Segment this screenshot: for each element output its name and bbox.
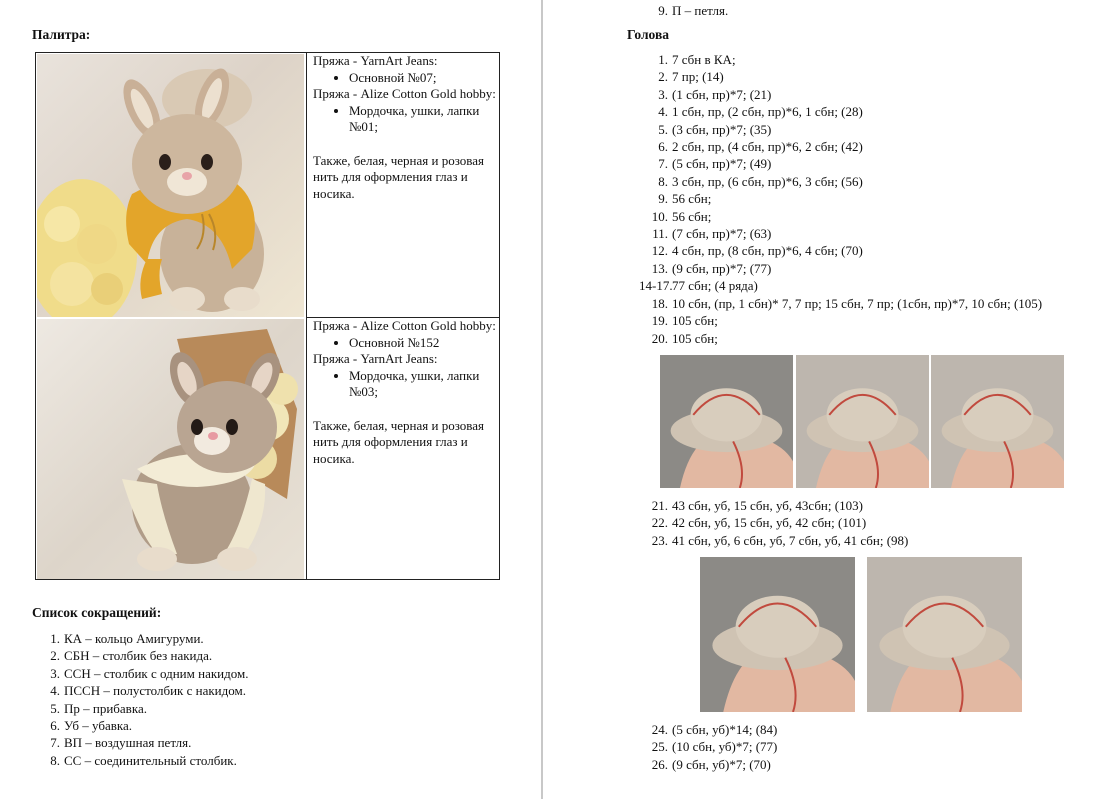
row-text: ПССН – полустолбик с накидом.: [64, 683, 246, 699]
list-item: [639, 514, 908, 531]
list-item: [639, 86, 1042, 103]
list-item: [639, 532, 908, 549]
row-number: 5.: [658, 121, 668, 137]
left-page: [0, 0, 541, 799]
row-number: 2.: [658, 69, 668, 85]
row-text: Уб – убавка.: [64, 718, 132, 734]
abbreviations-list: [33, 630, 248, 769]
row-number: 24.: [651, 722, 668, 737]
row-text: 77 сбн; (4 ряда): [672, 278, 758, 294]
palette-line: Пряжа - YarnArt Jeans:: [313, 53, 438, 68]
list-item: [639, 51, 1042, 68]
palette-bullet: • Мордочка, ушки, лапки №01;: [349, 103, 497, 136]
row-text: (5 сбн, уб)*14; (84): [672, 722, 778, 737]
palette-bullet: • Основной №152: [349, 335, 497, 352]
row-text: 4 сбн, пр, (8 сбн, пр)*6, 4 сбн; (70): [672, 243, 863, 259]
head-rows-list: [639, 721, 777, 773]
abbreviations-heading: Список сокращений:: [32, 605, 162, 620]
row-text: 10 сбн, (пр, 1 сбн)* 7, 7 пр; 15 сбн, 7 пр; (1сбн, пр)*7, 10 сбн; (105): [672, 295, 1043, 311]
palette-table: [35, 52, 500, 580]
row-text: 2 сбн, пр, (4 сбн, пр)*6, 2 сбн; (42): [672, 139, 863, 155]
row-text: (5 сбн, пр)*7; (49): [672, 156, 772, 172]
list-item: [33, 665, 248, 682]
right-page: [543, 0, 1112, 799]
row-number: 4.: [658, 104, 668, 120]
list-item: [639, 721, 777, 738]
list-item: [33, 647, 248, 664]
row-text: ССН – столбик с одним накидом.: [64, 665, 249, 681]
row-number: 22.: [651, 515, 668, 531]
palette-line: Пряжа - YarnArt Jeans:: [313, 351, 438, 366]
list-item: [33, 700, 248, 717]
row-number: 6.: [50, 718, 60, 734]
head-heading: Голова: [627, 27, 670, 42]
list-item: [33, 682, 248, 699]
row-text: (9 сбн, пр)*7; (77): [672, 260, 772, 276]
list-item: [639, 190, 1042, 207]
row-number: 9.: [658, 191, 668, 207]
row-number: 1.: [658, 52, 668, 67]
row-number: 20.: [651, 330, 668, 346]
row-number: 3.: [658, 86, 668, 102]
list-item: [639, 312, 1042, 329]
list-item: [33, 717, 248, 734]
row-text: 3 сбн, пр, (6 сбн, пр)*6, 3 сбн; (56): [672, 173, 863, 189]
palette-description: [313, 318, 497, 467]
list-item: [639, 2, 728, 19]
row-text: 56 сбн;: [672, 208, 712, 224]
row-number: 7.: [50, 735, 60, 751]
row-text: 105 сбн;: [672, 313, 718, 329]
row-text: 7 сбн в КА;: [672, 52, 736, 67]
row-number: 3.: [50, 665, 60, 681]
palette-bullet: • Мордочка, ушки, лапки №03;: [349, 368, 497, 401]
palette-description: [313, 53, 497, 202]
list-item: [639, 173, 1042, 190]
list-item: [639, 260, 1042, 277]
palette-line: Также, белая, черная и розовая нить для оформления глаз и носика.: [313, 152, 484, 201]
row-text: (1 сбн, пр)*7; (21): [672, 86, 772, 102]
row-text: ВП – воздушная петля.: [64, 735, 192, 751]
row-number: 19.: [651, 313, 668, 329]
list-item: [639, 121, 1042, 138]
crochet-hat-shape-photo: [700, 557, 855, 712]
row-number: 8.: [50, 752, 60, 768]
row-number: 13.: [651, 260, 668, 276]
row-text: (9 сбн, уб)*7; (70): [672, 756, 771, 772]
row-text: 41 сбн, уб, 6 сбн, уб, 7 сбн, уб, 41 сбн; (98): [672, 532, 909, 548]
row-number: 14-17.: [639, 278, 673, 294]
row-number: 12.: [651, 243, 668, 259]
crochet-hat-shape-photo: [660, 355, 793, 488]
row-number: 2.: [50, 648, 60, 664]
list-item: [639, 277, 1042, 294]
row-number: 26.: [651, 756, 668, 772]
list-item: [639, 208, 1042, 225]
row-number: 23.: [651, 532, 668, 548]
list-item: [639, 225, 1042, 242]
palette-bullet: • Основной №07;: [349, 70, 497, 87]
head-rows-list: [639, 51, 1042, 347]
table-divider: [306, 53, 307, 579]
row-number: 10.: [651, 208, 668, 224]
row-number: 11.: [652, 226, 668, 242]
row-number: 1.: [50, 631, 60, 646]
list-item: [639, 738, 777, 755]
row-text: СС – соединительный столбик.: [64, 752, 237, 768]
row-text: 105 сбн;: [672, 330, 718, 346]
row-number: 4.: [50, 683, 60, 699]
row-text: 42 сбн, уб, 15 сбн, уб, 42 сбн; (101): [672, 515, 867, 531]
row-number: 18.: [651, 295, 668, 311]
row-number: 9.: [658, 3, 668, 18]
row-text: 56 сбн;: [672, 191, 712, 207]
row-number: 6.: [658, 139, 668, 155]
palette-line: Пряжа - Alize Cotton Gold hobby:: [313, 86, 496, 101]
row-number: 21.: [651, 498, 668, 513]
row-text: (3 сбн, пр)*7; (35): [672, 121, 772, 137]
row-text: КА – кольцо Амигуруми.: [64, 631, 204, 646]
row-text: (7 сбн, пр)*7; (63): [672, 226, 772, 242]
row-number: 8.: [658, 173, 668, 189]
list-item: [639, 138, 1042, 155]
row-text: 1 сбн, пр, (2 сбн, пр)*6, 1 сбн; (28): [672, 104, 863, 120]
list-item: [33, 752, 248, 769]
row-text: 7 пр; (14): [672, 69, 724, 85]
spacer: [313, 401, 497, 418]
row-number: 5.: [50, 700, 60, 716]
row-number: 25.: [651, 739, 668, 755]
list-item: [639, 330, 1042, 347]
crochet-hat-shape-photo: [867, 557, 1022, 712]
palette-line: Пряжа - Alize Cotton Gold hobby:: [313, 318, 496, 333]
crochet-hat-shape-photo: [931, 355, 1064, 488]
list-item: [639, 103, 1042, 120]
head-rows-list: [639, 497, 908, 549]
row-text: 43 сбн, уб, 15 сбн, уб, 43сбн; (103): [672, 498, 863, 513]
row-text: (10 сбн, уб)*7; (77): [672, 739, 778, 755]
row-number: 7.: [658, 156, 668, 172]
list-item: [639, 155, 1042, 172]
amigurumi-bunny-mustard-scarf-photo: [37, 54, 304, 317]
list-item: [639, 756, 777, 773]
list-item: [33, 734, 248, 751]
spacer: [313, 136, 497, 153]
palette-heading: Палитра:: [32, 27, 91, 42]
list-item: [639, 497, 908, 514]
palette-line: Также, белая, черная и розовая нить для оформления глаз и носика.: [313, 417, 484, 466]
list-item: [639, 242, 1042, 259]
list-item: [33, 630, 248, 647]
row-text: СБН – столбик без накида.: [64, 648, 213, 664]
row-text: П – петля.: [672, 3, 729, 18]
crochet-hat-shape-photo: [796, 355, 929, 488]
list-item: [639, 68, 1042, 85]
row-text: Пр – прибавка.: [64, 700, 147, 716]
list-item: [639, 295, 1042, 312]
amigurumi-bunny-cream-scarf-photo: [37, 319, 304, 579]
